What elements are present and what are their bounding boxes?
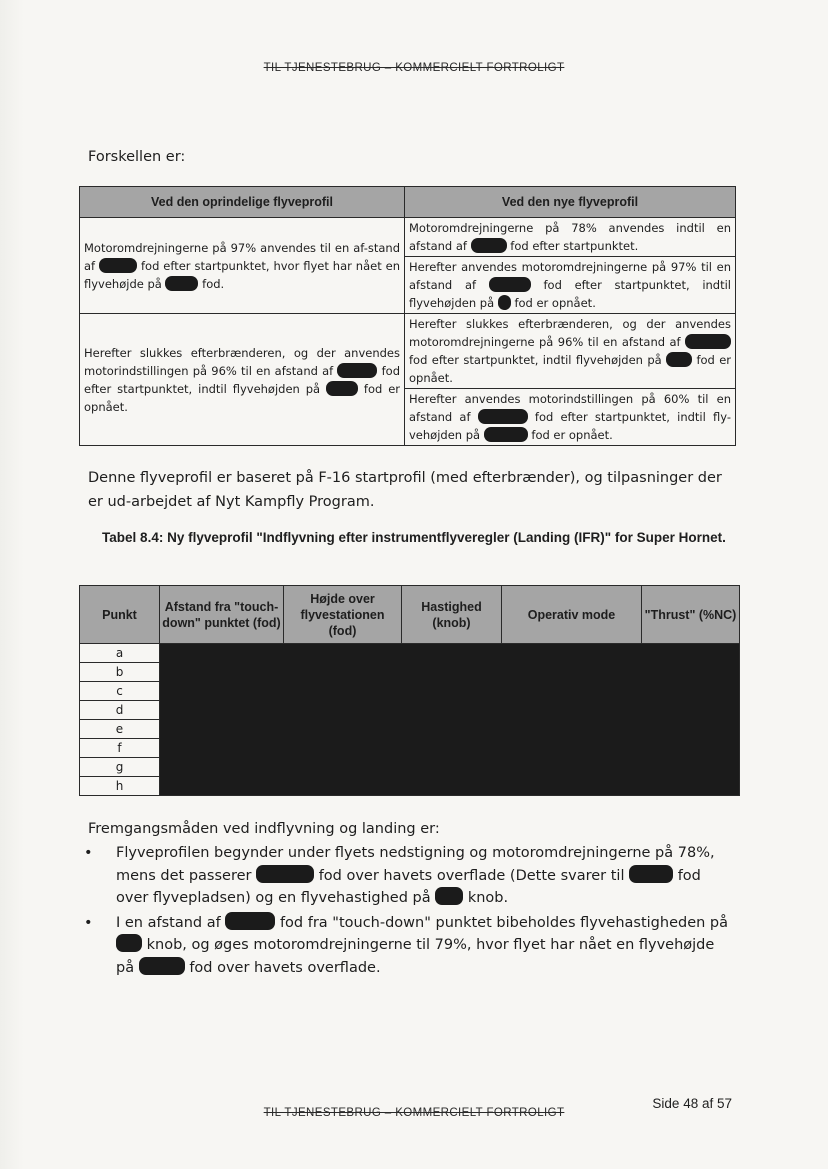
redaction [489, 277, 531, 292]
header-hastighed: Hastighed (knob) [402, 586, 502, 644]
procedure-list [84, 842, 736, 981]
comparison-subcell: Herefter anvendes motoromdrejningerne på 97% til en afstand af fod efter startpunktet, indtil flyvehøjden på fod er opnået. [405, 256, 735, 313]
flight-profile-table [79, 585, 740, 796]
redaction [326, 381, 358, 396]
redaction [484, 427, 528, 442]
redaction [435, 887, 463, 905]
redaction [99, 258, 137, 273]
point-label: d [80, 701, 160, 720]
redaction [629, 865, 673, 883]
point-label: g [80, 758, 160, 777]
redaction [685, 334, 731, 349]
comparison-header-new: Ved den nye flyveprofil [405, 187, 736, 218]
comparison-cell-new-1 [405, 218, 736, 314]
header-punkt: Punkt [80, 586, 160, 644]
redaction [139, 957, 185, 975]
comparison-cell-new-2 [405, 314, 736, 446]
intro-text: Forskellen er: [88, 149, 186, 165]
redaction [337, 363, 377, 378]
confidentiality-header: TIL TJENESTEBRUG – KOMMERCIELT FORTROLIGT [263, 62, 565, 74]
redacted-table-data [160, 644, 740, 796]
comparison-header-original: Ved den oprindelige flyveprofil [80, 187, 405, 218]
comparison-subcell: Motoromdrejningerne på 78% anvendes indtil en afstand af fod efter startpunktet. [409, 221, 731, 253]
point-label: c [80, 682, 160, 701]
point-label: h [80, 777, 160, 796]
point-label: a [80, 644, 160, 663]
paragraph-profile-basis: Denne flyveprofil er baseret på F-16 startprofil (med efterbrænder), og tilpasninger der er ud-arbejdet af Nyt Kampfly Program. [88, 470, 722, 510]
paragraph-procedure: Fremgangsmåden ved indflyvning og landing er: [88, 821, 440, 837]
bullet-symbol: • [84, 845, 93, 861]
redaction [498, 295, 511, 310]
header-operativ-mode: Operativ mode [502, 586, 642, 644]
header-hojde: Højde over flyvestationen (fod) [284, 586, 402, 644]
page-number: Side 48 af 57 [652, 1096, 732, 1111]
comparison-cell-original-1: Motoromdrejningerne på 97% anvendes til en af-stand af fod efter startpunktet, hvor flyet har nået en flyvehøjde på fod. [80, 218, 405, 314]
bullet-symbol: • [84, 914, 93, 931]
comparison-table [79, 186, 736, 446]
redaction [225, 912, 275, 930]
point-label: b [80, 663, 160, 682]
redaction [256, 865, 314, 883]
list-item: • Flyveprofilen begynder under flyets nedstigning og motoromdrejningerne på 78%, mens det passerer fod over havets overflade (Dette svarer til fod over flyvepladsen) og en flyvehastighed på knob. [116, 842, 736, 910]
redaction [478, 409, 528, 424]
list-item: • I en afstand af fod fra "touch-down" punktet bibeholdes flyvehastigheden på knob, og øges motoromdrejningerne til 79%, hvor flyet har nået en flyvehøjde på fod over havets overflade. [116, 912, 736, 980]
comparison-subcell: Herefter slukkes efterbrænderen, og der anvendes motoromdrejningerne på 96% til en afstand af fod efter startpunktet, indtil flyvehøjden på fod er opnået. [409, 317, 732, 385]
header-thrust: "Thrust" (%NC) [642, 586, 740, 644]
table-caption: Tabel 8.4: Ny flyveprofil "Indflyvning efter instrumentflyveregler (Landing (IFR)" for Super Hornet. [102, 530, 726, 545]
confidentiality-footer: TIL TJENESTEBRUG – KOMMERCIELT FORTROLIGT [263, 1107, 565, 1119]
redaction [116, 934, 142, 952]
scan-edge-shadow [0, 0, 24, 1169]
comparison-cell-original-2: Herefter slukkes efterbrænderen, og der anvendes motorindstillingen på 96% til en afstand af fod efter startpunktet, indtil flyvehøjden på fod er opnået. [80, 314, 405, 446]
redaction [666, 352, 692, 367]
redaction [165, 276, 198, 291]
comparison-subcell: Herefter anvendes motorindstillingen på 60% til en afstand af fod efter startpunktet, indtil fly-vehøjden på fod er opnået. [405, 388, 735, 445]
point-label: e [80, 720, 160, 739]
point-label: f [80, 739, 160, 758]
header-afstand: Afstand fra "touch-down" punktet (fod) [160, 586, 284, 644]
redaction [471, 238, 507, 253]
